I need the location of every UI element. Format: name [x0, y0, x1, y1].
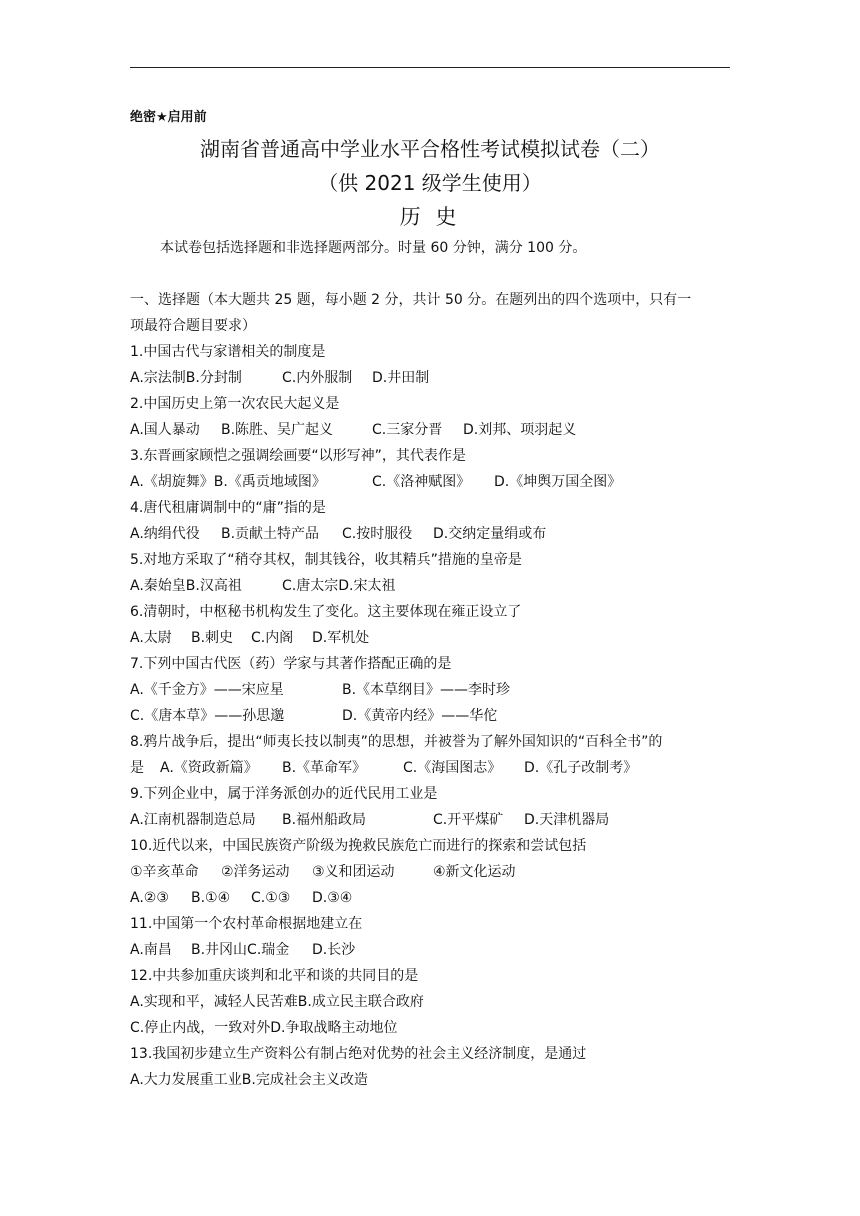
exam-title: 湖南省普通高中学业水平合格性考试模拟试卷（二）: [200, 137, 660, 161]
question-5-stem: 5.对地方采取了“稍夺其权，制其钱谷，收其精兵”措施的皇帝是: [130, 552, 522, 568]
question-8-option-d: D.《孔子改制考》: [524, 760, 638, 776]
question-10-item-2: ②洋务运动: [221, 864, 290, 880]
exam-intro: 本试卷包括选择题和非选择题两部分。时量 60 分钟，满分 100 分。: [160, 240, 587, 256]
question-9-option-d: D.天津机器局: [524, 812, 610, 828]
question-10-option-a: A.②③: [130, 890, 169, 906]
question-12-option-ab: A.实现和平，减轻人民苦难B.成立民主联合政府: [130, 994, 424, 1010]
question-10-stem: 10.近代以来，中国民族资产阶级为挽救民族危亡而进行的探索和尝试包括: [130, 838, 587, 854]
question-12-option-cd: C.停止内战，一致对外D.争取战略主动地位: [130, 1020, 398, 1036]
section-heading: 一、选择题（本大题共 25 题，每小题 2 分，共计 50 分。在题列出的四个选项中，只有一: [130, 292, 692, 308]
question-10-item-4: ④新文化运动: [433, 864, 516, 880]
question-7-stem: 7.下列中国古代医（药）学家与其著作搭配正确的是: [130, 656, 452, 672]
exam-subtitle: （供 2021 级学生使用）: [318, 171, 542, 195]
question-5-option-cd: C.唐太宗D.宋太祖: [282, 578, 396, 594]
question-13-option-ab: A.大力发展重工业B.完成社会主义改造: [130, 1072, 368, 1088]
question-10-option-d: D.③④: [312, 890, 353, 906]
question-13-stem: 13.我国初步建立生产资料公有制占绝对优势的社会主义经济制度，是通过: [130, 1046, 587, 1062]
question-8-stem-cont: 是: [130, 760, 144, 776]
secret-mark: 绝密★启用前: [130, 110, 207, 125]
question-4-option-d: D.交纳定量绢或布: [433, 526, 547, 542]
question-7-option-c: C.《唐本草》——孙思邈: [130, 708, 285, 724]
question-9-option-c: C.开平煤矿: [433, 812, 504, 828]
question-3-option-c: C.《洛神赋图》: [372, 474, 471, 490]
question-4-stem: 4.唐代租庸调制中的“庸”指的是: [130, 500, 326, 516]
question-7-option-b: B.《本草纲目》——李时珍: [342, 682, 511, 698]
question-1-option-d: D.井田制: [372, 370, 430, 386]
question-6-stem: 6.清朝时，中枢秘书机构发生了变化。这主要体现在雍正设立了: [130, 604, 522, 620]
question-10-item-3: ③义和团运动: [312, 864, 395, 880]
question-6-option-d: D.军机处: [312, 630, 370, 646]
question-2-option-a: A.国人暴动: [130, 422, 200, 438]
question-8-option-c: C.《海国图志》: [403, 760, 502, 776]
question-2-option-c: C.三家分晋: [372, 422, 443, 438]
question-9-stem: 9.下列企业中，属于洋务派创办的近代民用工业是: [130, 786, 438, 802]
question-11-option-d: D.长沙: [312, 942, 356, 958]
question-2-stem: 2.中国历史上第一次农民大起义是: [130, 396, 340, 412]
question-4-option-b: B.贡献土特产品: [221, 526, 320, 542]
question-8-option-b: B.《革命军》: [282, 760, 367, 776]
question-2-option-b: B.陈胜、吴广起义: [221, 422, 334, 438]
question-8-stem: 8.鸦片战争后，提出“师夷长技以制夷”的思想，并被誉为了解外国知识的“百科全书”的: [130, 734, 663, 750]
question-9-option-a: A.江南机器制造总局: [130, 812, 256, 828]
question-1-stem: 1.中国古代与家谱相关的制度是: [130, 344, 326, 360]
question-3-option-d: D.《坤舆万国全图》: [494, 474, 622, 490]
question-8-option-a: A.《资政新篇》: [160, 760, 258, 776]
question-6-option-b: B.刺史: [191, 630, 234, 646]
section-heading-cont: 项最符合题目要求）: [130, 318, 256, 334]
top-rule: [130, 67, 730, 68]
question-2-option-d: D.刘邦、项羽起义: [463, 422, 577, 438]
question-10-item-1: ①辛亥革命: [130, 864, 199, 880]
question-3-option-ab: A.《胡旋舞》B.《禹贡地域图》: [130, 474, 326, 490]
question-11-option-bc: B.井冈山C.瑞金: [191, 942, 290, 958]
question-10-option-c: C.①③: [251, 890, 291, 906]
question-7-option-d: D.《黄帝内经》——华佗: [342, 708, 498, 724]
question-1-option-c: C.内外服制: [282, 370, 353, 386]
question-5-option-ab: A.秦始皇B.汉高祖: [130, 578, 242, 594]
question-11-option-a: A.南昌: [130, 942, 172, 958]
question-12-stem: 12.中共参加重庆谈判和北平和谈的共同目的是: [130, 968, 419, 984]
question-10-option-b: B.①④: [191, 890, 231, 906]
question-6-option-a: A.太尉: [130, 630, 172, 646]
question-4-option-c: C.按时服役: [342, 526, 413, 542]
question-1-option-ab: A.宗法制B.分封制: [130, 370, 242, 386]
subject-title: 历 史: [399, 205, 461, 229]
question-6-option-c: C.内阁: [251, 630, 294, 646]
question-3-stem: 3.东晋画家顾恺之强调绘画要“以形写神”，其代表作是: [130, 448, 466, 464]
question-7-option-a: A.《千金方》——宋应星: [130, 682, 284, 698]
question-4-option-a: A.纳绢代役: [130, 526, 200, 542]
question-9-option-b: B.福州船政局: [282, 812, 367, 828]
question-11-stem: 11.中国第一个农村革命根据地建立在: [130, 916, 363, 932]
